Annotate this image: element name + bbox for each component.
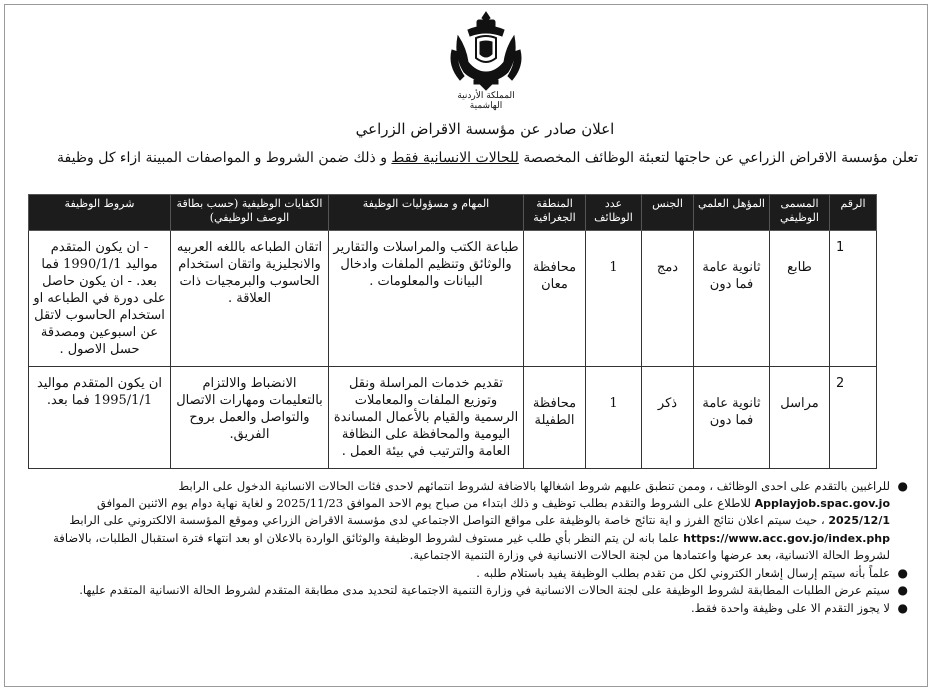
header-conditions: شروط الوظيفة (29, 195, 171, 231)
row-region: محافظة معان (524, 231, 586, 367)
bullet-icon: ● (897, 565, 908, 580)
note-text: علما بانه لن يتم النظر بأي طلب غير مستوف لشروط الوظيفة والوثائق الواردة بالاعلان او بعد انتهاء فترة استقبال الطلبات، بالاضافة لشروط الحالة الانسانية، بعد عرضها واعتمادها من لجنة الحالات الانسانية في وزارة التنمية الاجتماعية. (53, 530, 890, 562)
row-gender: دمج (642, 231, 694, 367)
header-count: عدد الوظائف (586, 195, 642, 231)
announcement-title: اعلان صادر عن مؤسسة الاقراض الزراعي (355, 120, 615, 138)
row-duties: تقديم خدمات المراسلة ونقل وتوزيع الملفات والمعاملات الرسمية والقيام بالأعمال المساندة اليومية والمحافظة على النظافة العامة والترتيب في بيئة العمل . (329, 367, 524, 469)
header-competencies: الكفايات الوظيفية (حسب بطاقة الوصف الوظيفي) (171, 195, 329, 231)
jordan-royal-emblem-icon (446, 10, 526, 92)
note-item (40, 600, 908, 617)
row-competencies: اتقان الطباعه باللغه العربيه والانجليزية واتقان استخدام الحاسوب والبرمجيات ذات العلاقة . (171, 231, 329, 367)
intro-after: و ذلك ضمن الشروط و المواصفات المبينة ازاء كل وظيفة (57, 150, 392, 166)
note-text: سيتم عرض الطلبات المطابقة لشروط الوظيفة على لجنة الحالات الانسانية في وزارة التنمية الاجتماعية لتحديد مدى مطابقة المتقدم لشروط الحالة الانسانية المتقدم عليها. (79, 583, 890, 597)
row-title: مراسل (770, 367, 830, 469)
note-item (40, 565, 908, 582)
row-count: 1 (586, 231, 642, 367)
apply-link[interactable]: Applayjob.spac.gov.jo (754, 496, 890, 510)
row-qualification: ثانوية عامة فما دون (694, 231, 770, 367)
note-text: للراغبين بالتقدم على احدى الوظائف ، وممن تنطبق عليهم شروط اشغالها بالاضافة لشروط انتمائهم لاحدى فئات الحالات الانسانية الدخول على الرابط (178, 479, 890, 493)
row-no: 1 (830, 231, 877, 367)
bullet-icon: ● (897, 583, 908, 597)
row-conditions: - ان يكون المتقدم مواليد 1990/1/1 فما بعد. - ان يكون حاصل على دورة في الطباعه او استخدام الحاسوب لاتقل عن اسبوعين ومصدقة حسل الاصول . (29, 231, 171, 367)
header-no: الرقم (830, 195, 877, 231)
website-link[interactable]: https://www.acc.gov.jo/index.php (683, 531, 890, 545)
table-row (29, 367, 877, 469)
jobs-table (28, 194, 877, 469)
note-item (40, 478, 908, 564)
row-no: 2 (830, 367, 877, 469)
closing-date: 2025/12/1 (828, 514, 890, 527)
header-title: المسمى الوظيفي (770, 195, 830, 231)
note-text: علماً بأنه سيتم إرسال إشعار الكتروني لكل من تقدم بطلب الوظيفة يفيد باستلام طلبه . (476, 565, 890, 580)
row-duties: طباعة الكتب والمراسلات والتقارير والوثائق وتنظيم الملفات وادخال البيانات والمعلومات . (329, 231, 524, 367)
intro-text (57, 150, 918, 166)
note-text: للاطلاع على الشروط والتقدم بطلب توظيف و ذلك ابتداء من صباح يوم الاحد الموافق 2025/11/23 و لغاية نهاية دوام يوم الاثنين الموافق (96, 495, 755, 510)
table-header-row (29, 195, 877, 231)
header-qualification: المؤهل العلمي (694, 195, 770, 231)
header-duties: المهام و مسؤوليات الوظيفة (329, 195, 524, 231)
row-qualification: ثانوية عامة فما دون (694, 367, 770, 469)
row-competencies: الانضباط والالتزام بالتعليمات ومهارات الاتصال والتواصل والعمل بروح الفريق. (171, 367, 329, 469)
row-title: طابع (770, 231, 830, 367)
row-conditions: ان يكون المتقدم مواليد 1995/1/1 فما بعد. (29, 367, 171, 469)
note-item (40, 582, 908, 599)
row-gender: ذكر (642, 367, 694, 469)
note-text: ، حيث سيتم اعلان نتائج الفرز و اية نتائج خاصة بالوظيفة على مواقع التواصل الاجتماعي لدى مؤسسة الاقراض الزراعي وموقع المؤسسة الالكتروني على الرابط (69, 513, 829, 527)
header-region: المنطقة الجغرافية (524, 195, 586, 231)
note-text: لا يجوز التقدم الا على وظيفة واحدة فقط. (691, 600, 890, 615)
row-region: محافظة الطفيلة (524, 367, 586, 469)
intro-before: تعلن مؤسسة الاقراض الزراعي عن حاجتها لتعبئة الوظائف المخصصة (518, 150, 918, 166)
row-count: 1 (586, 367, 642, 469)
header-gender: الجنس (642, 195, 694, 231)
org-name: المملكة الأردنية الهاشمية (457, 91, 515, 111)
bullet-icon: ● (897, 600, 908, 615)
bullet-icon: ● (897, 479, 908, 493)
intro-underlined: للحالات الانسانية فقط (391, 150, 519, 166)
notes-section (40, 478, 912, 617)
table-row (29, 231, 877, 367)
